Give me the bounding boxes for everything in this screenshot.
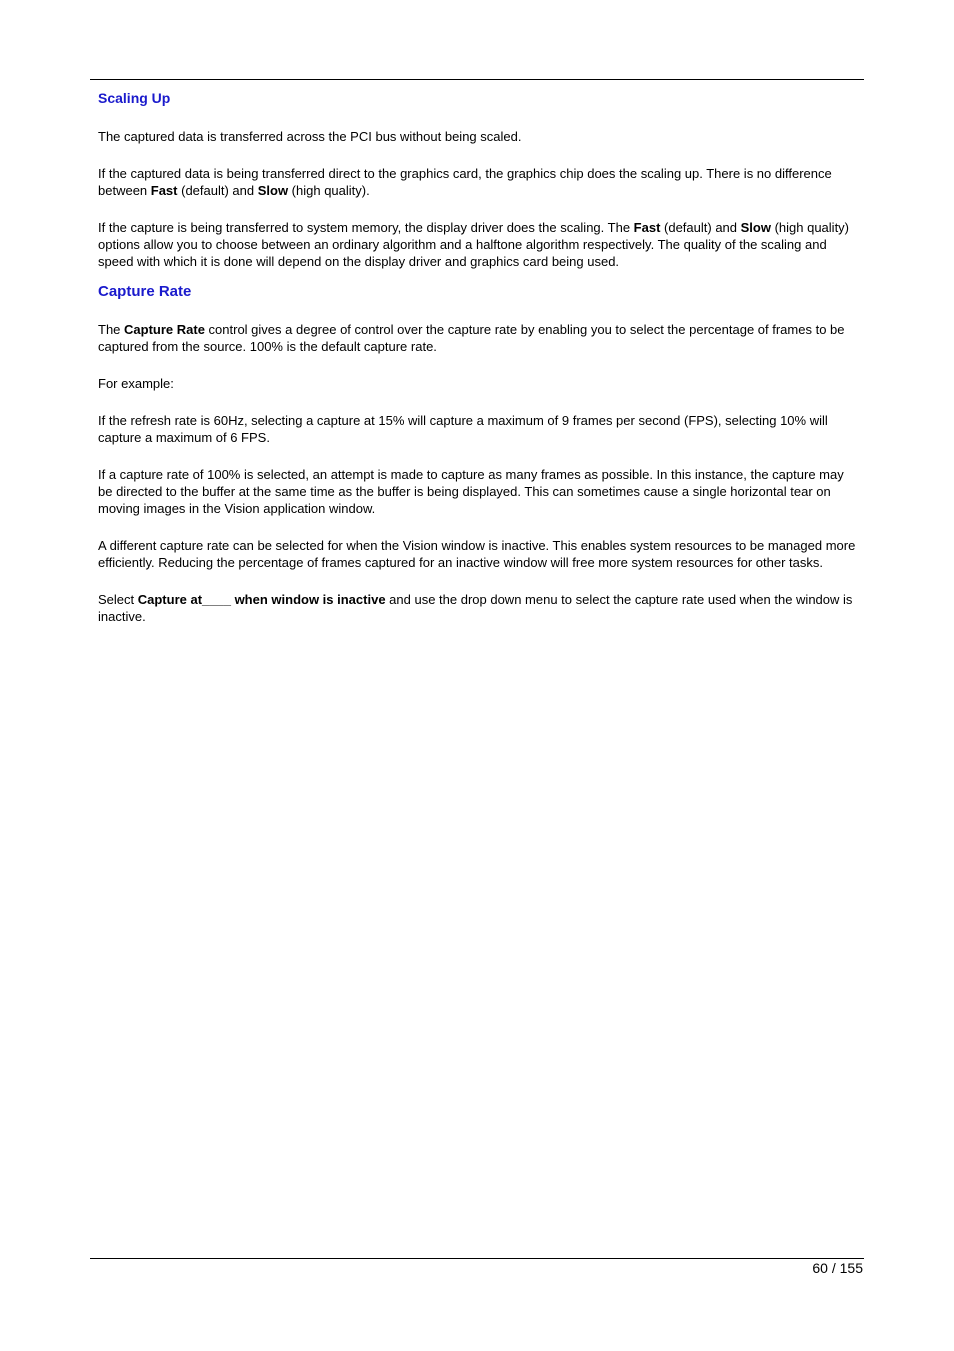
page-content xyxy=(98,88,858,625)
paragraph-scaling-system-memory xyxy=(98,219,858,270)
term-slow: Slow xyxy=(257,183,289,198)
text-run: The xyxy=(98,322,125,337)
paragraph-refresh-rate-example: If the refresh rate is 60Hz, selecting a capture at 15% will capture a maximum of 9 frames per second (FPS), selecting 10% will capture a maximum of 6 FPS. xyxy=(98,413,828,445)
text-run: and use the drop down menu to select the capture rate used when the window is inactive. xyxy=(98,592,853,624)
page-number: 60 / 155 xyxy=(812,1260,863,1276)
text-run: (high quality). xyxy=(288,183,370,198)
paragraph-scaling-intro: The captured data is transferred across the PCI bus without being scaled. xyxy=(98,129,522,144)
term-capture-at-inactive: Capture at____ when window is inactive xyxy=(137,592,386,607)
header-divider xyxy=(90,79,864,80)
text-run: If the capture is being transferred to system memory, the display driver does the scaling. The xyxy=(98,220,634,235)
text-run: If the captured data is being transferred direct to the graphics card, the graphics chip does the scaling up. There is no difference between xyxy=(98,166,832,198)
paragraph-full-capture-rate: If a capture rate of 100% is selected, an attempt is made to capture as many frames as possible. In this instance, the capture may be directed to the buffer at the same time as the buffer is being displayed. This can sometimes cause a single horizontal tear on moving images in the Vision application window. xyxy=(98,467,844,516)
text-run: (high quality) options allow you to choose between an ordinary algorithm and a halftone algorithm respectively. The quality of the scaling and speed with which it is done will depend on the display driver and graphics card being used. xyxy=(98,220,850,269)
text-run: control gives a degree of control over the capture rate by enabling you to select the percentage of frames to be captured from the source. 100% is the default capture rate. xyxy=(98,322,845,354)
text-run: (default) and xyxy=(177,183,258,198)
text-run: (default) and xyxy=(660,220,741,235)
paragraph-inactive-window: A different capture rate can be selected for when the Vision window is inactive. This enables system resources to be managed more efficiently. Reducing the percentage of frames captured for an inactive window will free more system resources for other tasks. xyxy=(98,538,856,570)
term-fast: Fast xyxy=(150,183,178,198)
heading-scaling-up: Scaling Up xyxy=(98,90,171,106)
term-capture-rate: Capture Rate xyxy=(124,322,205,337)
paragraph-select-capture-at xyxy=(98,591,858,625)
text-run: Select xyxy=(98,592,138,607)
paragraph-scaling-graphics-card xyxy=(98,165,858,199)
term-slow: Slow xyxy=(740,220,771,235)
footer-divider xyxy=(90,1258,864,1259)
paragraph-capture-rate-control xyxy=(98,321,858,355)
term-fast: Fast xyxy=(633,220,661,235)
paragraph-for-example: For example: xyxy=(98,376,174,391)
heading-capture-rate: Capture Rate xyxy=(98,283,192,300)
